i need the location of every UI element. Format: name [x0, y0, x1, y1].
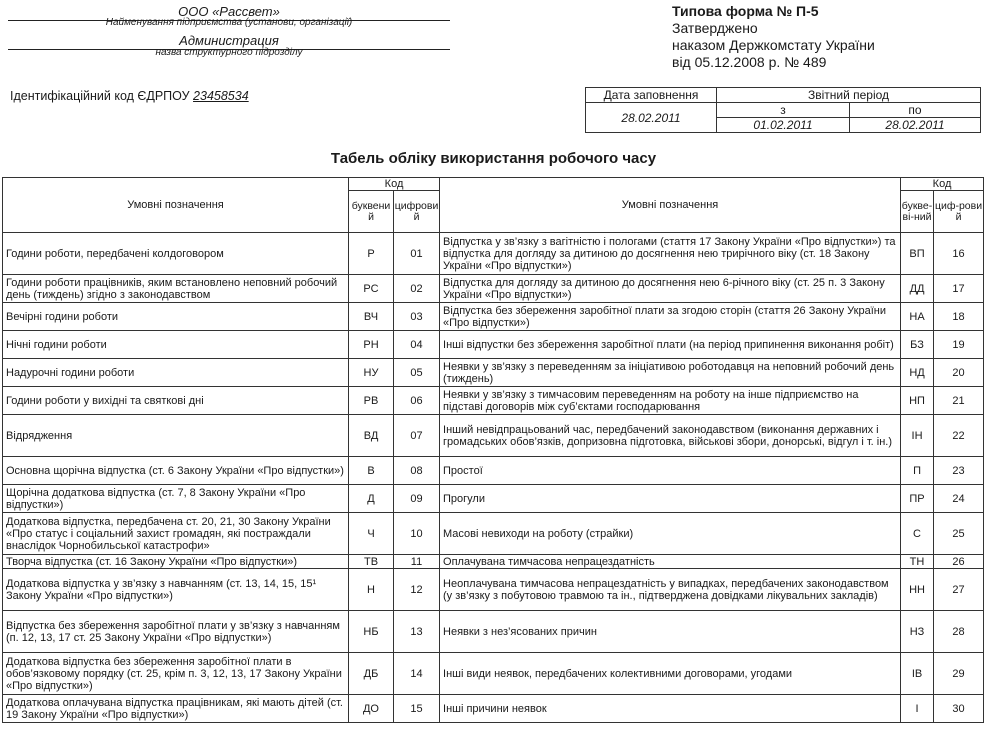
row-letter-code-right: НЗ: [901, 611, 934, 653]
row-letter-code-right: П: [901, 457, 934, 485]
row-digit-code-right: 22: [934, 415, 984, 457]
row-letter-code-left: НБ: [349, 611, 394, 653]
codes-table: [2, 177, 984, 723]
row-digit-code-right: 28: [934, 611, 984, 653]
row-digit-code-left: 09: [394, 485, 440, 513]
row-digit-code-right: 23: [934, 457, 984, 485]
row-digit-code-left: 06: [394, 387, 440, 415]
row-designation-right: Інші відпустки без збереження заробітної плати (на період припинення виконання робіт): [440, 331, 901, 359]
row-digit-code-right: 17: [934, 275, 984, 303]
table-row: [3, 233, 984, 275]
table-row: [3, 569, 984, 611]
row-designation-right: Простої: [440, 457, 901, 485]
row-designation-right: Оплачувана тимчасова непрацездатність: [440, 555, 901, 569]
row-digit-code-left: 05: [394, 359, 440, 387]
row-digit-code-left: 02: [394, 275, 440, 303]
row-letter-code-left: ДБ: [349, 653, 394, 695]
row-digit-code-left: 14: [394, 653, 440, 695]
row-letter-code-left: РН: [349, 331, 394, 359]
from-label: з: [717, 103, 850, 118]
table-row: [3, 555, 984, 569]
edrpou-label: Ідентифікаційний код ЄДРПОУ: [10, 89, 190, 103]
row-designation-right: Відпустка для догляду за дитиною до досягнення нею 6-річного віку (ст. 25 п. 3 Закону України «Про відпустки»): [440, 275, 901, 303]
row-designation-right: Прогули: [440, 485, 901, 513]
edrpou: [10, 89, 249, 103]
row-designation-right: Масові невиходи на роботу (страйки): [440, 513, 901, 555]
table-row: [3, 303, 984, 331]
row-digit-code-left: 03: [394, 303, 440, 331]
row-designation-left: Нічні години роботи: [3, 331, 349, 359]
edrpou-code: 23458534: [193, 89, 249, 103]
row-letter-code-left: В: [349, 457, 394, 485]
row-letter-code-left: ТВ: [349, 555, 394, 569]
row-designation-left: Додаткова відпустка без збереження заробітної плати в обов’язковому порядку (ст. 25, крім п. 3, 12, 13, 17 Закону України «Про відпустки»): [3, 653, 349, 695]
table-row: [3, 359, 984, 387]
row-designation-left: Години роботи працівників, яким встановлено неповний робочий день (тиждень) згідно з законодавством: [3, 275, 349, 303]
header-letter-left: буквений: [349, 191, 394, 233]
fill-date-value: 28.02.2011: [586, 103, 717, 133]
to-label: по: [850, 103, 981, 118]
form-title: Типова форма № П-5: [672, 3, 819, 19]
row-digit-code-right: 26: [934, 555, 984, 569]
page-title: Табель обліку використання робочого часу: [330, 150, 657, 167]
header-code-left: Код: [349, 178, 440, 191]
row-digit-code-left: 10: [394, 513, 440, 555]
row-letter-code-right: ТН: [901, 555, 934, 569]
row-letter-code-right: НД: [901, 359, 934, 387]
row-designation-right: Відпустка у зв’язку з вагітністю і пологами (стаття 17 Закону України «Про відпустки») та відпустка для догляду за дитиною до досягнення нею трирічного віку (ст. 18 Закону України «Про відпустки»): [440, 233, 901, 275]
row-letter-code-right: ІВ: [901, 653, 934, 695]
header-designations-left: Умовні позначення: [3, 178, 349, 233]
row-designation-left: Основна щорічна відпустка (ст. 6 Закону України «Про відпустки»): [3, 457, 349, 485]
row-letter-code-left: Р: [349, 233, 394, 275]
row-digit-code-right: 27: [934, 569, 984, 611]
row-designation-left: Щорічна додаткова відпустка (ст. 7, 8 Закону України «Про відпустки»): [3, 485, 349, 513]
table-row: [3, 611, 984, 653]
period-label: Звітний період: [717, 88, 981, 103]
header-code-right: Код: [901, 178, 984, 191]
row-designation-right: Неявки у зв’язку з переведенням за ініціативою роботодавця на неповний робочий день (тиждень): [440, 359, 901, 387]
fill-date-label: Дата заповнення: [586, 88, 717, 103]
header-designations-right: Умовні позначення: [440, 178, 901, 233]
row-letter-code-left: Н: [349, 569, 394, 611]
row-digit-code-right: 20: [934, 359, 984, 387]
table-row: [3, 415, 984, 457]
row-designation-right: Інші причини неявок: [440, 695, 901, 723]
row-letter-code-right: НН: [901, 569, 934, 611]
row-digit-code-left: 11: [394, 555, 440, 569]
row-letter-code-right: С: [901, 513, 934, 555]
row-digit-code-right: 21: [934, 387, 984, 415]
row-designation-right: Неявки у зв’язку з тимчасовим переведенням на роботу на інше підприємство на підставі договорів між суб’єктами господарювання: [440, 387, 901, 415]
org-caption: Найменування підприємства (установи, організації): [105, 17, 353, 28]
row-letter-code-left: НУ: [349, 359, 394, 387]
row-designation-left: Відрядження: [3, 415, 349, 457]
table-row: [3, 653, 984, 695]
row-designation-left: Додаткова відпустка у зв’язку з навчанням (ст. 13, 14, 15, 15¹ Закону України «Про відпустки»): [3, 569, 349, 611]
row-letter-code-left: ВД: [349, 415, 394, 457]
row-designation-left: Години роботи у вихідні та святкові дні: [3, 387, 349, 415]
row-digit-code-right: 30: [934, 695, 984, 723]
row-designation-left: Творча відпустка (ст. 16 Закону України «Про відпустки»): [3, 555, 349, 569]
approved-text: Затверджено: [672, 20, 758, 36]
row-digit-code-left: 07: [394, 415, 440, 457]
row-digit-code-left: 08: [394, 457, 440, 485]
dept-caption: назва структурного підрозділу: [155, 47, 303, 58]
row-letter-code-right: НА: [901, 303, 934, 331]
row-letter-code-left: ВЧ: [349, 303, 394, 331]
row-digit-code-left: 01: [394, 233, 440, 275]
row-letter-code-right: І: [901, 695, 934, 723]
table-row: [3, 331, 984, 359]
from-date: 01.02.2011: [717, 118, 850, 133]
row-letter-code-right: НП: [901, 387, 934, 415]
row-letter-code-right: ВП: [901, 233, 934, 275]
approved-date: від 05.12.2008 р. № 489: [672, 54, 827, 70]
table-row: [3, 387, 984, 415]
row-letter-code-left: Ч: [349, 513, 394, 555]
approved-by: наказом Держкомстату України: [672, 37, 875, 53]
row-letter-code-right: ПР: [901, 485, 934, 513]
row-letter-code-right: ДД: [901, 275, 934, 303]
row-digit-code-left: 12: [394, 569, 440, 611]
table-row: [3, 275, 984, 303]
row-digit-code-right: 16: [934, 233, 984, 275]
row-designation-left: Додаткова оплачувана відпустка працівникам, які мають дітей (ст. 19 Закону України «Про відпустки»): [3, 695, 349, 723]
row-digit-code-right: 29: [934, 653, 984, 695]
table-row: [3, 485, 984, 513]
row-digit-code-right: 19: [934, 331, 984, 359]
row-designation-right: Відпустка без збереження заробітної плати за згодою сторін (стаття 26 Закону України «Про відпустки»): [440, 303, 901, 331]
row-digit-code-left: 15: [394, 695, 440, 723]
row-designation-right: Інші види неявок, передбачених колективними договорами, угодами: [440, 653, 901, 695]
row-letter-code-left: РС: [349, 275, 394, 303]
org-name: ООО «Рассвет»: [178, 4, 280, 19]
row-designation-left: Години роботи, передбачені колдоговором: [3, 233, 349, 275]
dept-name: Администрация: [179, 33, 279, 48]
header-digit-left: цифровий: [394, 191, 440, 233]
form-header: [672, 3, 875, 71]
to-date: 28.02.2011: [850, 118, 981, 133]
row-designation-right: Неоплачувана тимчасова непрацездатність у випадках, передбачених законодавством (у зв’язку з побутовою травмою та ін., підтверджена довідками лікувальних закладів): [440, 569, 901, 611]
row-designation-left: Відпустка без збереження заробітної плати у зв’язку з навчанням (п. 12, 13, 17 ст. 25 Закону України «Про відпустки»): [3, 611, 349, 653]
row-letter-code-right: ІН: [901, 415, 934, 457]
row-digit-code-right: 25: [934, 513, 984, 555]
row-digit-code-left: 04: [394, 331, 440, 359]
table-row: [3, 457, 984, 485]
row-designation-right: Інший невідпрацьований час, передбачений законодавством (виконання державних і громадських обов’язків, допризовна підготовка, військові збори, донорські, відгул і т. ін.): [440, 415, 901, 457]
row-digit-code-left: 13: [394, 611, 440, 653]
row-letter-code-left: ДО: [349, 695, 394, 723]
header-letter-right: букве-ві-ний: [901, 191, 934, 233]
row-letter-code-right: БЗ: [901, 331, 934, 359]
row-designation-right: Неявки з нез’ясованих причин: [440, 611, 901, 653]
header-digit-right: циф-ровий: [934, 191, 984, 233]
table-row: [3, 695, 984, 723]
row-designation-left: Вечірні години роботи: [3, 303, 349, 331]
table-row: [3, 513, 984, 555]
row-digit-code-right: 24: [934, 485, 984, 513]
row-letter-code-left: РВ: [349, 387, 394, 415]
row-digit-code-right: 18: [934, 303, 984, 331]
row-letter-code-left: Д: [349, 485, 394, 513]
row-designation-left: Додаткова відпустка, передбачена ст. 20, 21, 30 Закону України «Про статус і соціальний захист громадян, які постраждали внаслідок Чорнобильської катастрофи»: [3, 513, 349, 555]
row-designation-left: Надурочні години роботи: [3, 359, 349, 387]
dates-table: [585, 87, 981, 133]
